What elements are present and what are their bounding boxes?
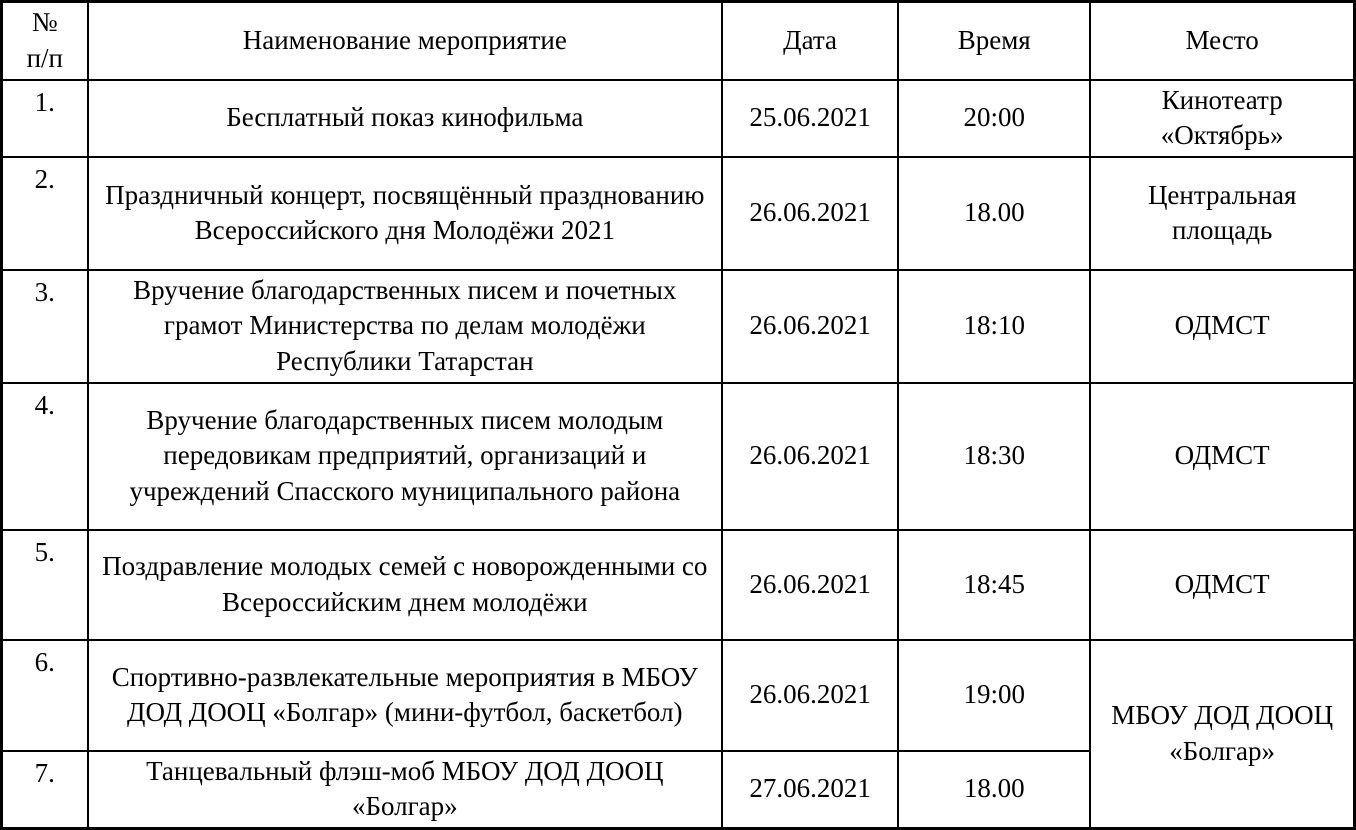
row-time: 18:45	[898, 530, 1090, 640]
header-num-line1: №	[31, 7, 58, 38]
row-time: 18.00	[898, 157, 1090, 270]
row-time: 18.00	[898, 751, 1090, 829]
table-row	[2, 640, 1355, 751]
row-name: Танцевальный флэш-моб МБОУ ДОД ДООЦ «Болгар»	[88, 751, 722, 829]
header-row	[2, 2, 1355, 80]
row-time: 18:30	[898, 383, 1090, 530]
row-time: 20:00	[898, 80, 1090, 157]
header-time: Время	[898, 2, 1090, 80]
row-num: 3.	[2, 270, 88, 383]
row-num: 1.	[2, 80, 88, 157]
table-row	[2, 80, 1355, 157]
row-name: Вручение благодарственных писем молодым передовикам предприятий, организаций и учреждений Спасского муниципального района	[88, 383, 722, 530]
row-name: Поздравление молодых семей с новорожденными со Всероссийским днем молодёжи	[88, 530, 722, 640]
header-name: Наименование мероприятие	[88, 2, 722, 80]
row-name: Бесплатный показ кинофильма	[88, 80, 722, 157]
row-place: Центральная площадь	[1090, 157, 1354, 270]
row-place: ОДМСТ	[1090, 383, 1354, 530]
table-row	[2, 530, 1355, 640]
row-date: 26.06.2021	[722, 270, 898, 383]
row-date: 26.06.2021	[722, 640, 898, 751]
row-num: 4.	[2, 383, 88, 530]
row-date: 27.06.2021	[722, 751, 898, 829]
row-num: 2.	[2, 157, 88, 270]
row-time: 18:10	[898, 270, 1090, 383]
row-date: 26.06.2021	[722, 383, 898, 530]
header-date: Дата	[722, 2, 898, 80]
row-name: Праздничный концерт, посвящённый празднованию Всероссийского дня Молодёжи 2021	[88, 157, 722, 270]
row-date: 26.06.2021	[722, 157, 898, 270]
row-date: 25.06.2021	[722, 80, 898, 157]
row-num: 5.	[2, 530, 88, 640]
table-row	[2, 157, 1355, 270]
row-place: Кинотеатр «Октябрь»	[1090, 80, 1354, 157]
row-name: Спортивно-развлекательные мероприятия в МБОУ ДОД ДООЦ «Болгар» (мини-футбол, баскетбол)	[88, 640, 722, 751]
header-num	[2, 2, 88, 80]
row-num: 6.	[2, 640, 88, 751]
row-place-merged: МБОУ ДОД ДООЦ «Болгар»	[1090, 640, 1354, 829]
row-time: 19:00	[898, 640, 1090, 751]
header-place: Место	[1090, 2, 1354, 80]
table-row	[2, 270, 1355, 383]
row-place: ОДМСТ	[1090, 270, 1354, 383]
row-place: ОДМСТ	[1090, 530, 1354, 640]
row-date: 26.06.2021	[722, 530, 898, 640]
header-num-line2: п/п	[26, 42, 63, 73]
row-name: Вручение благодарственных писем и почетных грамот Министерства по делам молодёжи Республики Татарстан	[88, 270, 722, 383]
row-num: 7.	[2, 751, 88, 829]
table-row	[2, 383, 1355, 530]
